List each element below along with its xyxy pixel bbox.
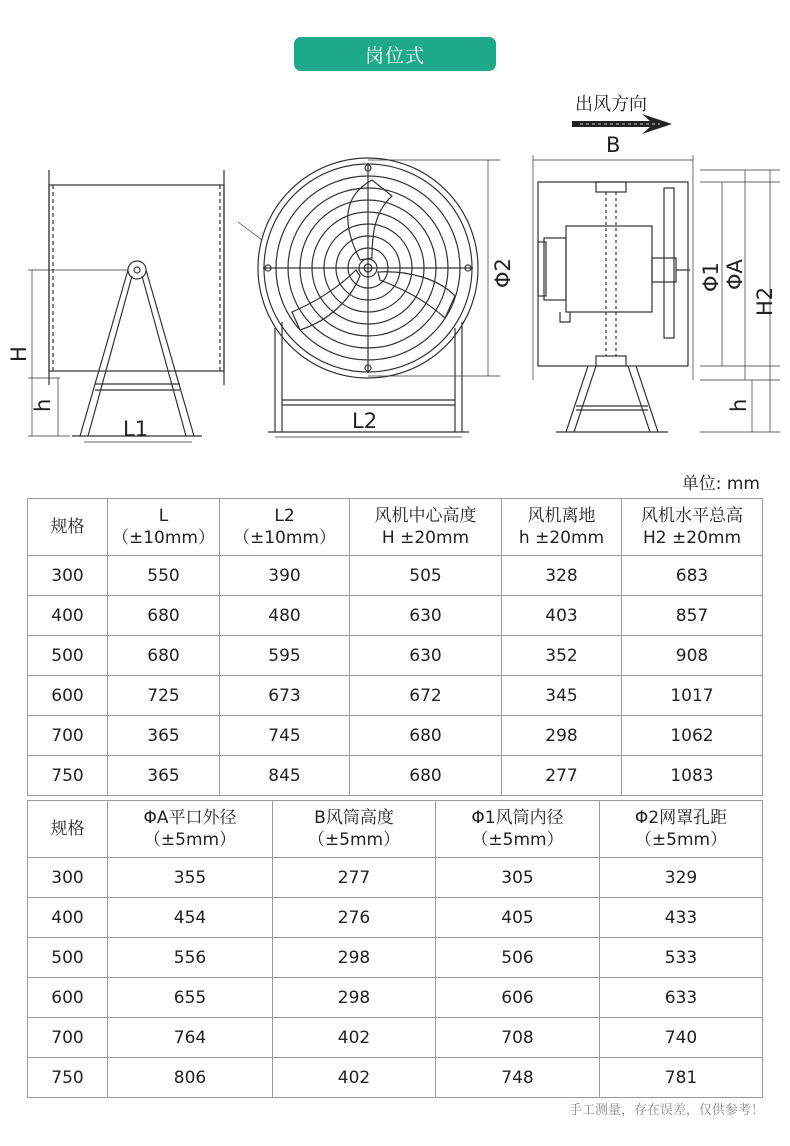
disclaimer-footer: 手工测量，存在误差，仅供参考！ [568,1103,764,1118]
table-row [28,716,763,756]
table-cell: 595 [220,636,350,676]
header-line-2: （±5mm） [471,830,564,850]
table-cell: 680 [350,756,502,796]
spec-table-1 [27,498,763,796]
table-row [28,676,763,716]
table-cell: 328 [502,556,622,596]
table-cell: 277 [273,858,436,898]
side-view-left [28,170,224,442]
table-cell: 345 [502,676,622,716]
table-cell: 500 [28,636,108,676]
table-row [28,1018,763,1058]
header-line-2: （±10mm） [233,528,336,548]
table-cell: 556 [108,938,273,978]
table-cell: 745 [220,716,350,756]
header-cell [502,499,622,556]
label-H2: H2 [753,286,777,316]
header-line-1: Φ1风筒内径 [471,808,564,828]
fan-technical-drawing [0,80,790,450]
table-cell: 400 [28,898,108,938]
table-row [28,636,763,676]
table-cell: 329 [600,858,763,898]
table-cell: 680 [108,596,220,636]
table-cell: 600 [28,676,108,716]
header-cell [28,801,108,858]
table-row [28,978,763,1018]
airflow-label: 出风方向 [575,94,647,115]
table-cell: 505 [350,556,502,596]
table-cell: 365 [108,756,220,796]
table-cell: 352 [502,636,622,676]
table-cell: 390 [220,556,350,596]
header-cell [108,801,273,858]
label-phi1: Φ1 [699,262,723,292]
header-cell [622,499,763,556]
label-phi2: Φ2 [491,258,515,288]
header-line-1: L2 [274,506,295,526]
header-line-1: 规格 [50,517,85,537]
table-cell: 750 [28,1058,108,1098]
label-h-left: h [31,398,55,412]
table-cell: 655 [108,978,273,1018]
table-cell: 700 [28,1018,108,1058]
table-cell: 630 [350,636,502,676]
table-cell: 857 [622,596,763,636]
header-line-2: （±5mm） [143,830,237,850]
header-line-2: （±5mm） [307,830,401,850]
table-row [28,938,763,978]
header-line-1: Φ2网罩孔距 [634,808,728,828]
table-cell: 764 [108,1018,273,1058]
table-cell: 365 [108,716,220,756]
table-cell: 454 [108,898,273,938]
header-line-1: ΦA平口外径 [143,808,237,828]
table-cell: 1062 [622,716,763,756]
header-line-2: H2 ±20mm [643,528,741,548]
label-L1: L1 [123,417,149,441]
header-cell [600,801,763,858]
table-cell: 500 [28,938,108,978]
table-cell: 673 [220,676,350,716]
table-cell: 355 [108,858,273,898]
table-cell: 403 [502,596,622,636]
table-cell: 633 [600,978,763,1018]
header-line-1: 风机离地 [527,506,596,526]
table-cell: 298 [502,716,622,756]
table-cell: 672 [350,676,502,716]
side-view-right [533,155,780,432]
table-cell: 680 [108,636,220,676]
label-h-right: h [727,398,751,412]
label-L2: L2 [352,409,378,433]
header-cell [350,499,502,556]
header-line-2: （±5mm） [634,830,728,850]
header-cell [436,801,600,858]
table-cell: 708 [436,1018,600,1058]
table-cell: 1017 [622,676,763,716]
label-H: H [7,346,31,362]
table-cell: 606 [436,978,600,1018]
table-cell: 300 [28,858,108,898]
table-cell: 400 [28,596,108,636]
table-cell: 402 [273,1058,436,1098]
header-line-1: 风机中心高度 [374,506,477,526]
table-cell: 908 [622,636,763,676]
table-cell: 298 [273,978,436,1018]
table-cell: 433 [600,898,763,938]
label-phiA: ΦA [723,259,747,290]
table-cell: 300 [28,556,108,596]
title-badge: 岗位式 [294,37,496,71]
table-cell: 806 [108,1058,273,1098]
table-cell: 298 [273,938,436,978]
table-cell: 748 [436,1058,600,1098]
header-cell [273,801,436,858]
table-cell: 550 [108,556,220,596]
table-cell: 700 [28,716,108,756]
header-line-1: B风筒高度 [314,808,394,828]
table-row [28,596,763,636]
header-line-2: h ±20mm [518,528,605,548]
table-cell: 533 [600,938,763,978]
table-cell: 277 [502,756,622,796]
table-row [28,756,763,796]
table-cell: 402 [273,1018,436,1058]
table-cell: 750 [28,756,108,796]
header-line-1: L [158,506,169,526]
table-cell: 683 [622,556,763,596]
table-cell: 630 [350,596,502,636]
table-row [28,556,763,596]
table-cell: 600 [28,978,108,1018]
table-cell: 305 [436,858,600,898]
table-row [28,1058,763,1098]
header-cell [28,499,108,556]
header-line-1: 风机水平总高 [641,506,743,526]
header-line-2: H ±20mm [381,528,470,548]
table-cell: 680 [350,716,502,756]
table-row [28,898,763,938]
spec-table-2 [27,800,763,1098]
airflow-arrow-icon [572,114,672,134]
table-cell: 781 [600,1058,763,1098]
unit-label: 单位: mm [681,474,760,494]
table-row [28,858,763,898]
table-cell: 405 [436,898,600,938]
header-cell [108,499,220,556]
table-cell: 740 [600,1018,763,1058]
front-view-grille [238,158,500,437]
label-B: B [606,133,621,157]
table-cell: 506 [436,938,600,978]
header-line-1: 规格 [50,819,85,839]
table-cell: 276 [273,898,436,938]
table-cell: 845 [220,756,350,796]
table-cell: 480 [220,596,350,636]
header-line-2: （±10mm） [112,528,215,548]
table-cell: 725 [108,676,220,716]
header-cell [220,499,350,556]
table-cell: 1083 [622,756,763,796]
